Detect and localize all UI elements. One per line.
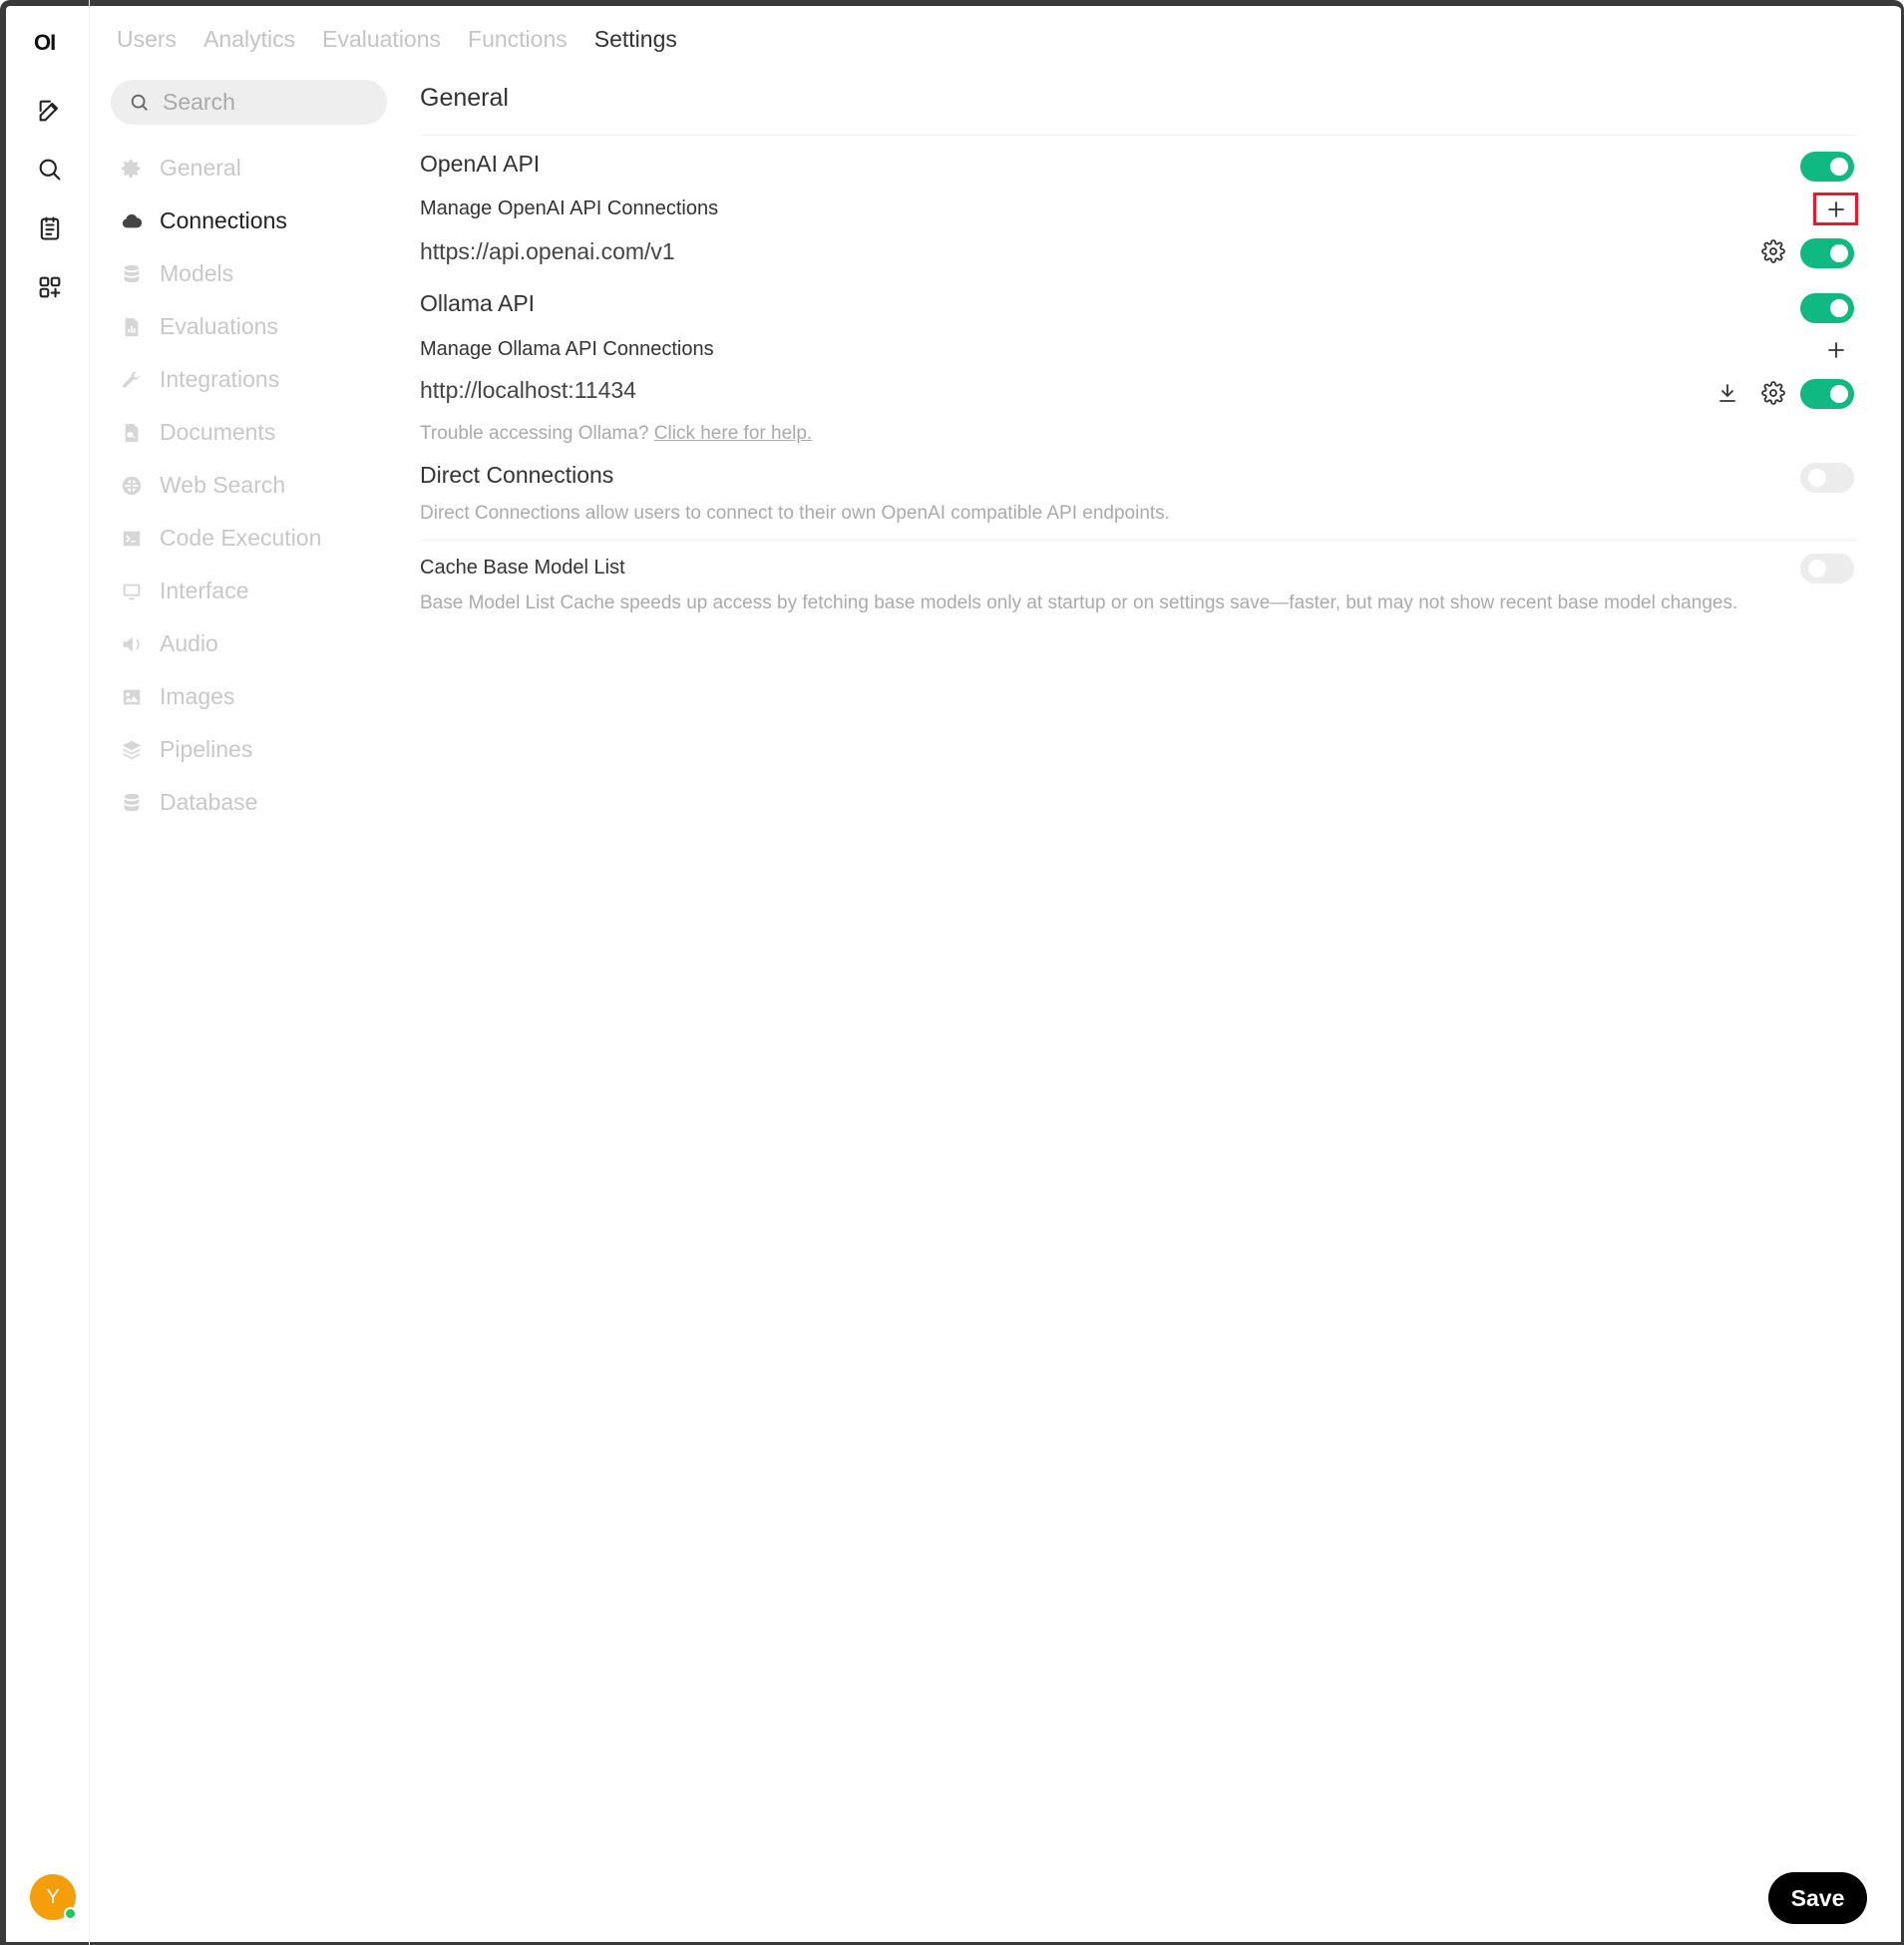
search-icon[interactable] — [32, 152, 68, 188]
monitor-icon — [120, 580, 144, 603]
sidebar-item-label: Audio — [160, 630, 218, 656]
sidebar-item-label: Connections — [160, 207, 287, 233]
openai-connection-toggle[interactable] — [1800, 238, 1854, 268]
sidebar-item-web-search[interactable] — [120, 459, 389, 512]
workspace-icon[interactable] — [32, 269, 68, 305]
cache-base-model-label: Cache Base Model List — [420, 557, 625, 579]
sidebar-item-label: Interface — [160, 578, 249, 603]
notes-icon[interactable] — [32, 210, 68, 246]
database-icon — [120, 262, 144, 286]
sidebar-item-label: Pipelines — [160, 736, 253, 762]
layers-icon — [120, 738, 144, 762]
sidebar-item-database[interactable] — [120, 776, 389, 829]
direct-connections-label: Direct Connections — [420, 462, 614, 488]
sidebar-item-documents[interactable] — [120, 406, 389, 459]
ollama-download-button[interactable] — [1713, 378, 1742, 408]
app-logo[interactable]: OI — [34, 30, 56, 55]
ollama-help-link[interactable]: Click here for help. — [653, 423, 813, 444]
manage-ollama-label: Manage Ollama API Connections — [420, 338, 714, 360]
sidebar-item-label: Models — [160, 260, 234, 286]
tab-users[interactable]: Users — [117, 26, 178, 52]
openai-api-label: OpenAI API — [420, 151, 541, 177]
divider — [420, 135, 1856, 136]
download-icon — [1715, 381, 1739, 405]
online-status-dot — [64, 1907, 77, 1920]
tab-analytics[interactable]: Analytics — [203, 26, 296, 52]
admin-tabs — [117, 26, 677, 53]
sidebar-item-evaluations[interactable] — [120, 300, 389, 353]
sidebar-item-audio[interactable] — [120, 617, 389, 670]
cache-base-model-description: Base Model List Cache speeds up access by fetching base models only at startup or on settings save—faster, but may not show recent base model changes. — [420, 592, 1738, 613]
cloud-icon — [120, 209, 144, 233]
openai-connection-settings-button[interactable] — [1758, 236, 1788, 266]
sidebar-item-general[interactable] — [120, 142, 389, 194]
sidebar-item-label: Evaluations — [160, 313, 278, 339]
gear-icon — [1761, 381, 1785, 405]
sidebar-item-interface[interactable] — [120, 565, 389, 617]
sidebar-item-label: Integrations — [160, 366, 280, 392]
sidebar-item-images[interactable] — [120, 670, 389, 723]
sidebar-item-label: Documents — [160, 419, 276, 445]
new-chat-icon[interactable] — [32, 93, 68, 129]
avatar[interactable]: Y — [30, 1874, 76, 1920]
tab-evaluations[interactable]: Evaluations — [322, 26, 442, 52]
sidebar-item-label: Images — [160, 683, 235, 709]
search-icon — [129, 92, 151, 114]
speaker-icon — [120, 632, 144, 656]
openai-connection-url: https://api.openai.com/v1 — [420, 238, 675, 264]
direct-connections-toggle[interactable] — [1800, 463, 1854, 493]
sidebar-item-integrations[interactable] — [120, 353, 389, 406]
document-chart-icon — [120, 315, 144, 339]
manage-openai-label: Manage OpenAI API Connections — [420, 197, 719, 219]
sidebar-item-label: General — [160, 155, 241, 181]
plus-icon — [1824, 338, 1848, 362]
ollama-api-label: Ollama API — [420, 290, 536, 316]
ollama-help-prefix: Trouble accessing Ollama? — [420, 423, 649, 444]
sidebar-item-code-execution[interactable] — [120, 512, 389, 565]
left-rail — [6, 0, 90, 1945]
save-button[interactable]: Save — [1768, 1872, 1867, 1924]
database-icon — [120, 791, 144, 815]
sidebar-item-connections[interactable] — [120, 194, 389, 247]
ollama-api-toggle[interactable] — [1800, 293, 1854, 323]
direct-connections-description: Direct Connections allow users to connect to their own OpenAI compatible API endpoints. — [420, 503, 1170, 524]
tab-settings[interactable]: Settings — [593, 26, 677, 52]
openai-api-toggle[interactable] — [1800, 152, 1854, 182]
add-ollama-connection-button[interactable] — [1821, 335, 1851, 365]
document-icon — [120, 421, 144, 445]
gear-icon — [1761, 239, 1785, 263]
page-title: General — [420, 84, 509, 112]
ollama-help-text — [420, 421, 812, 447]
terminal-icon — [120, 527, 144, 551]
gear-icon — [120, 157, 144, 181]
sidebar-item-models[interactable] — [120, 247, 389, 300]
sidebar-item-label: Database — [160, 789, 258, 815]
settings-sidebar — [120, 142, 389, 829]
image-icon — [120, 685, 144, 709]
cache-base-model-toggle[interactable] — [1800, 554, 1854, 584]
tab-functions[interactable]: Functions — [468, 26, 568, 52]
sidebar-item-pipelines[interactable] — [120, 723, 389, 776]
search-input[interactable] — [163, 89, 382, 116]
wrench-icon — [120, 368, 144, 392]
ollama-connection-url: http://localhost:11434 — [420, 377, 636, 403]
ollama-connection-settings-button[interactable] — [1758, 378, 1788, 408]
sidebar-item-label: Code Execution — [160, 525, 322, 551]
ollama-connection-toggle[interactable] — [1800, 379, 1854, 409]
globe-icon — [120, 474, 144, 498]
sidebar-item-label: Web Search — [160, 472, 286, 498]
settings-search[interactable] — [111, 80, 387, 125]
plus-icon — [1824, 197, 1848, 221]
add-openai-connection-button[interactable] — [1813, 193, 1858, 225]
divider — [420, 540, 1856, 541]
